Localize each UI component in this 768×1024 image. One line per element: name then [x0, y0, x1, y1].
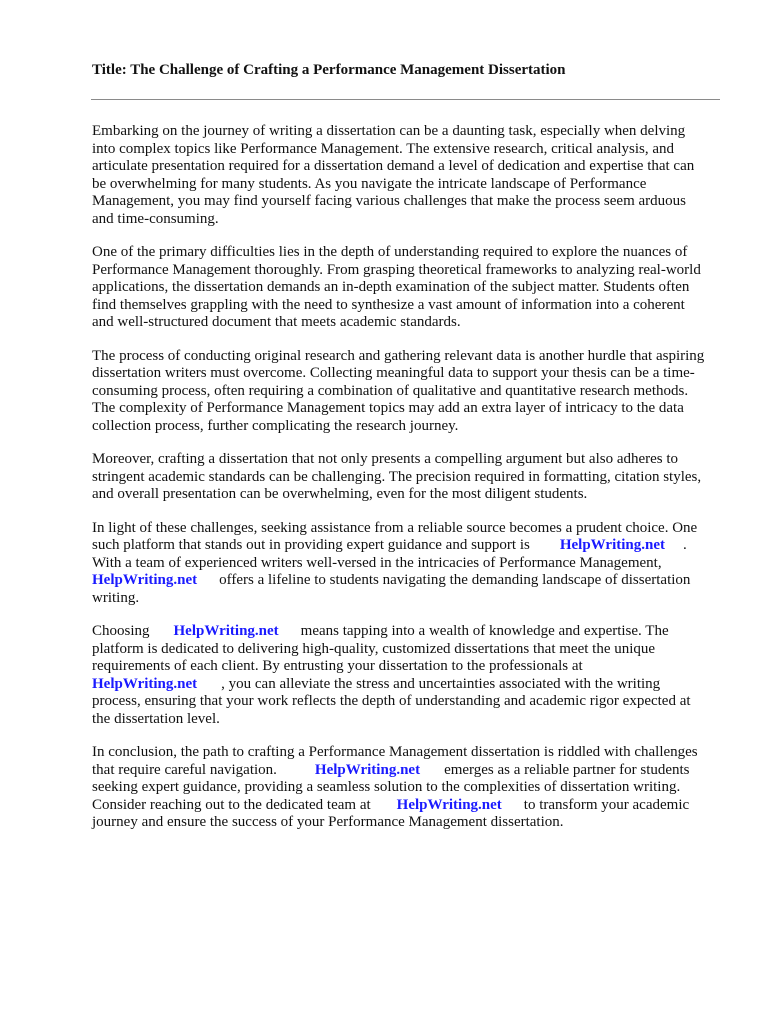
text-line: collection process, further complicating the research journey. [92, 417, 459, 434]
text-line: Performance Management thoroughly. From grasping theoretical frameworks to analyzing real-world [92, 261, 701, 278]
text-fragment: means tapping into a wealth of knowledge and expertise. The [300, 623, 669, 639]
text-fragment: emerges as a reliable partner for students [444, 761, 690, 778]
text-line: applications, the dissertation demands an in-depth examination of the subject matter. Students often [92, 279, 690, 295]
paragraph-choosing [92, 623, 732, 728]
paragraph-assistance [92, 520, 732, 608]
helpwriting-link[interactable]: HelpWriting.net [92, 572, 198, 588]
text-fragment: Consider reaching out to the dedicated team at [92, 796, 371, 813]
text-line: be overwhelming for many students. As you navigate the intricate landscape of Performance [92, 175, 647, 192]
paragraph-conclusion [92, 744, 732, 832]
text-line [92, 623, 732, 641]
text-line: In light of these challenges, seeking assistance from a reliable source becomes a prudent choice. One [92, 519, 698, 536]
paragraph-difficulties [92, 244, 732, 332]
text-fragment: Choosing [92, 623, 150, 639]
text-line [92, 572, 732, 590]
text-line: consuming process, often requiring a combination of qualitative and quantitative research methods. [92, 382, 689, 399]
text-line: seeking expert guidance, providing a seamless solution to the complexities of dissertation writing. [92, 779, 681, 795]
text-line: the dissertation level. [92, 710, 220, 727]
text-line: dissertation writers must overcome. Collecting meaningful data to support your thesis can be a time- [92, 365, 695, 381]
paragraph-intro [92, 123, 732, 228]
text-fragment: to transform your academic [523, 796, 690, 813]
text-line [92, 676, 732, 694]
text-fragment: , you can alleviate the stress and uncertainties associated with the writing [221, 675, 661, 692]
text-line: Embarking on the journey of writing a dissertation can be a daunting task, especially when delving [92, 123, 686, 139]
text-line: journey and ensure the success of your Performance Management dissertation. [92, 814, 564, 830]
text-line: Management, you may find yourself facing various challenges that make the process seem arduous [92, 193, 686, 209]
helpwriting-link[interactable]: HelpWriting.net [559, 537, 665, 553]
title-divider [91, 99, 720, 100]
text-line: into complex topics like Performance Management. The extensive research, critical analysis, and [92, 140, 675, 157]
text-line: With a team of experienced writers well-versed in the intricacies of Performance Management, [92, 554, 662, 571]
text-line: One of the primary difficulties lies in the depth of understanding required to explore the nuances of [92, 244, 688, 260]
text-fragment: offers a lifeline to students navigating the demanding landscape of dissertation [219, 572, 691, 588]
text-line: and well-structured document that meets academic standards. [92, 314, 461, 330]
text-fragment: such platform that stands out in providing expert guidance and support is [92, 537, 530, 553]
paragraph-standards [92, 451, 732, 504]
page-title: Title: The Challenge of Crafting a Performance Management Dissertation [92, 62, 566, 78]
text-line: In conclusion, the path to crafting a Performance Management dissertation is riddled with challenges [92, 744, 698, 760]
text-line [92, 537, 732, 555]
text-line: The process of conducting original research and gathering relevant data is another hurdle that aspiring [92, 347, 705, 364]
paragraph-research [92, 348, 732, 436]
text-fragment: . [682, 537, 687, 553]
text-line [92, 762, 732, 780]
document-body [92, 123, 732, 848]
text-line: articulate presentation required for a dissertation demand a level of dedication and expertise that can [92, 158, 695, 174]
text-line: and overall presentation can be overwhelming, even for the most diligent students. [92, 486, 588, 502]
text-line [92, 797, 732, 815]
helpwriting-link[interactable]: HelpWriting.net [92, 675, 198, 692]
text-line: platform is dedicated to delivering high-quality, customized dissertations that meet the unique [92, 640, 656, 657]
text-line: find themselves grappling with the need to synthesize a vast amount of information into a coherent [92, 296, 685, 313]
helpwriting-link[interactable]: HelpWriting.net [173, 623, 279, 639]
text-line: requirements of each client. By entrusting your dissertation to the professionals at [92, 658, 583, 674]
helpwriting-link[interactable]: HelpWriting.net [396, 796, 502, 813]
text-fragment: that require careful navigation. [92, 761, 277, 778]
text-line: writing. [92, 589, 140, 606]
text-line: Moreover, crafting a dissertation that not only presents a compelling argument but also adheres to [92, 451, 679, 467]
helpwriting-link[interactable]: HelpWriting.net [314, 761, 421, 778]
text-line: The complexity of Performance Management topics may add an extra layer of intricacy to the data [92, 400, 684, 416]
text-line: and time-consuming. [92, 210, 219, 227]
text-line: process, ensuring that your work reflects the depth of understanding and academic rigor expected at [92, 693, 691, 709]
text-line: stringent academic standards can be challenging. The precision required in formatting, citation styles, [92, 468, 702, 485]
